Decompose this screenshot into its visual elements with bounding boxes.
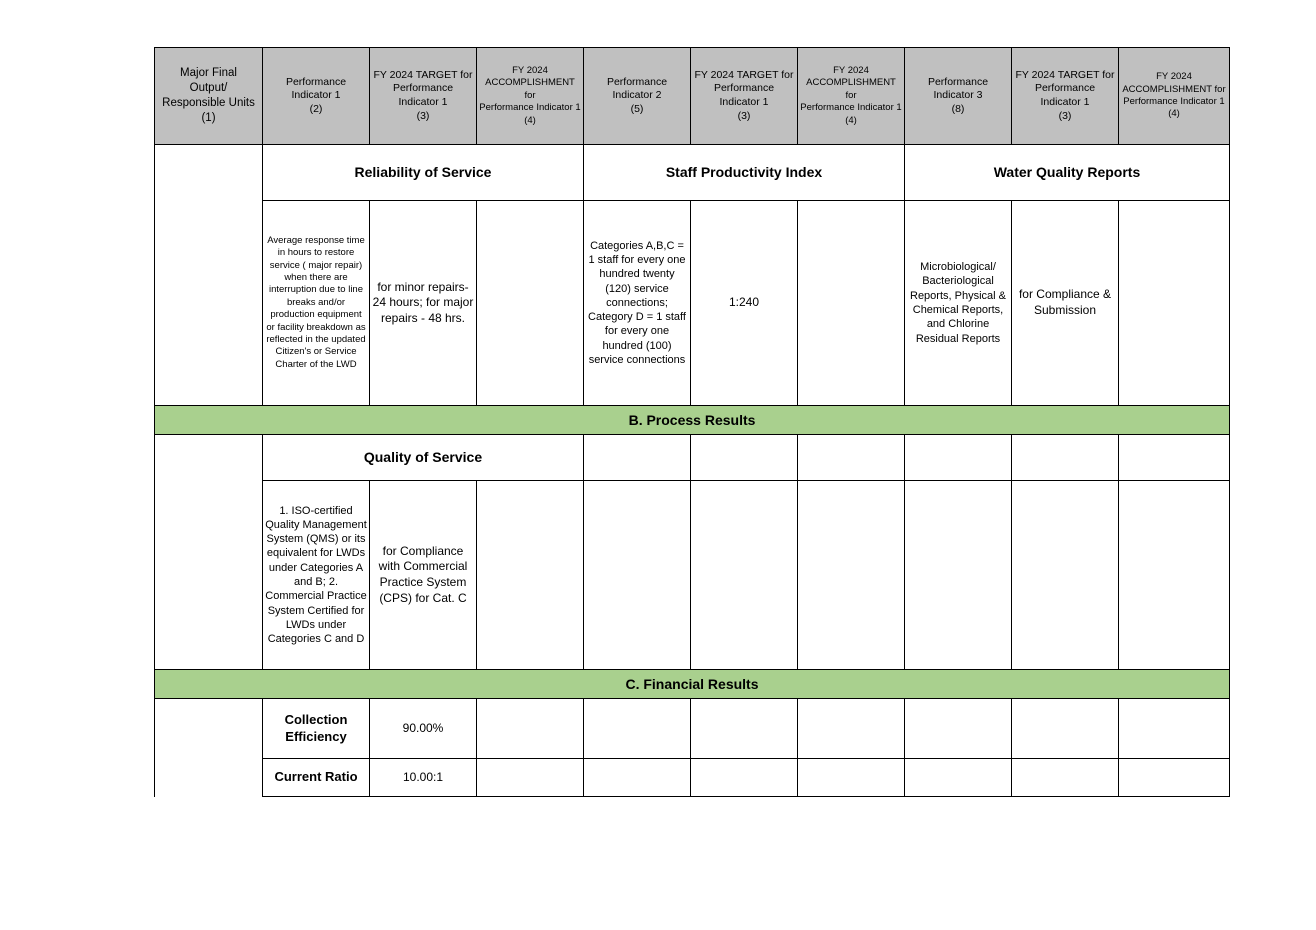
section-a-title-row: [155, 145, 1230, 201]
header-cell-target-1: FY 2024 TARGET for Performance Indicator 1 (3): [370, 48, 477, 145]
indicator1-target: for minor repairs- 24 hours; for major repairs - 48 hrs.: [370, 201, 477, 406]
header-cell-accomplishment-3: FY 2024 ACCOMPLISHMENT for Performance Indicator 1 (4): [1119, 48, 1230, 145]
section-b-detail-row: [155, 481, 1230, 670]
current-ratio-label: Current Ratio: [263, 759, 370, 797]
header-cell-accomplishment-2: FY 2024 ACCOMPLISHMENT for Performance Indicator 1 (4): [798, 48, 905, 145]
header-cell-performance-indicator-2: Performance Indicator 2 (5): [584, 48, 691, 145]
blank-output-cell: [155, 435, 263, 670]
indicator3-description: Microbiological/ Bacteriological Reports, Physical & Chemical Reports, and Chlorine Residual Reports: [905, 201, 1012, 406]
process-results-row: [155, 406, 1230, 435]
empty-cell: [477, 481, 584, 670]
empty-cell: [584, 481, 691, 670]
blank-output-cell: [155, 699, 263, 797]
indicator1-accomplishment: [477, 201, 584, 406]
quality-of-service-title: Quality of Service: [263, 435, 584, 481]
empty-cell: [584, 435, 691, 481]
indicator3-accomplishment: [1119, 201, 1230, 406]
header-cell-major-final-output: Major Final Output/ Responsible Units (1): [155, 48, 263, 145]
empty-cell: [691, 481, 798, 670]
empty-cell: [905, 481, 1012, 670]
current-ratio-target: 10.00:1: [370, 759, 477, 797]
process-results-label: B. Process Results: [155, 406, 1230, 435]
indicator3-target: for Compliance & Submission: [1012, 201, 1119, 406]
blank-output-cell: [155, 145, 263, 406]
quality-indicator-description: 1. ISO-certified Quality Management System (QMS) or its equivalent for LWDs under Categories A and B; 2. Commercial Practice System Certified for LWDs under Categories C and D: [263, 481, 370, 670]
empty-cell: [905, 435, 1012, 481]
financial-results-label: C. Financial Results: [155, 670, 1230, 699]
empty-cell: [1119, 481, 1230, 670]
empty-cell: [798, 699, 905, 759]
financial-row: [155, 699, 1230, 759]
header-cell-performance-indicator-1: Performance Indicator 1 (2): [263, 48, 370, 145]
empty-cell: [691, 759, 798, 797]
empty-cell: [1012, 699, 1119, 759]
indicator1-description: Average response time in hours to restore service ( major repair) when there are interruption due to line breaks and/or production equipment or facility breakdown as reflected in the updated Citizen's or Service Charter of the LWD: [263, 201, 370, 406]
header-cell-target-2: FY 2024 TARGET for Performance Indicator 1 (3): [691, 48, 798, 145]
empty-cell: [584, 699, 691, 759]
staff-productivity-title: Staff Productivity Index: [584, 145, 905, 201]
empty-cell: [477, 759, 584, 797]
empty-cell: [798, 481, 905, 670]
empty-cell: [1012, 481, 1119, 670]
empty-cell: [1119, 699, 1230, 759]
empty-cell: [477, 699, 584, 759]
empty-cell: [584, 759, 691, 797]
reliability-title: Reliability of Service: [263, 145, 584, 201]
indicator2-description: Categories A,B,C = 1 staff for every one hundred twenty (120) service connections; Category D = 1 staff for every one hundred (100) service connections: [584, 201, 691, 406]
empty-cell: [905, 699, 1012, 759]
empty-cell: [1119, 435, 1230, 481]
quality-indicator-target: for Compliance with Commercial Practice System (CPS) for Cat. C: [370, 481, 477, 670]
empty-cell: [1119, 759, 1230, 797]
indicator2-accomplishment: [798, 201, 905, 406]
collection-efficiency-target: 90.00%: [370, 699, 477, 759]
section-a-detail-row: [155, 201, 1230, 406]
header-cell-performance-indicator-3: Performance Indicator 3 (8): [905, 48, 1012, 145]
header-cell-accomplishment-1: FY 2024 ACCOMPLISHMENT for Performance Indicator 1 (4): [477, 48, 584, 145]
empty-cell: [1012, 759, 1119, 797]
empty-cell: [691, 699, 798, 759]
water-quality-title: Water Quality Reports: [905, 145, 1230, 201]
empty-cell: [1012, 435, 1119, 481]
empty-cell: [691, 435, 798, 481]
empty-cell: [905, 759, 1012, 797]
empty-cell: [798, 435, 905, 481]
empty-cell: [798, 759, 905, 797]
financial-results-row: [155, 670, 1230, 699]
section-b-title-row: [155, 435, 1230, 481]
header-cell-target-3: FY 2024 TARGET for Performance Indicator 1 (3): [1012, 48, 1119, 145]
performance-table: [154, 47, 1230, 797]
collection-efficiency-label: Collection Efficiency: [263, 699, 370, 759]
financial-row: [155, 759, 1230, 797]
header-row: [155, 48, 1230, 145]
indicator2-target: 1:240: [691, 201, 798, 406]
